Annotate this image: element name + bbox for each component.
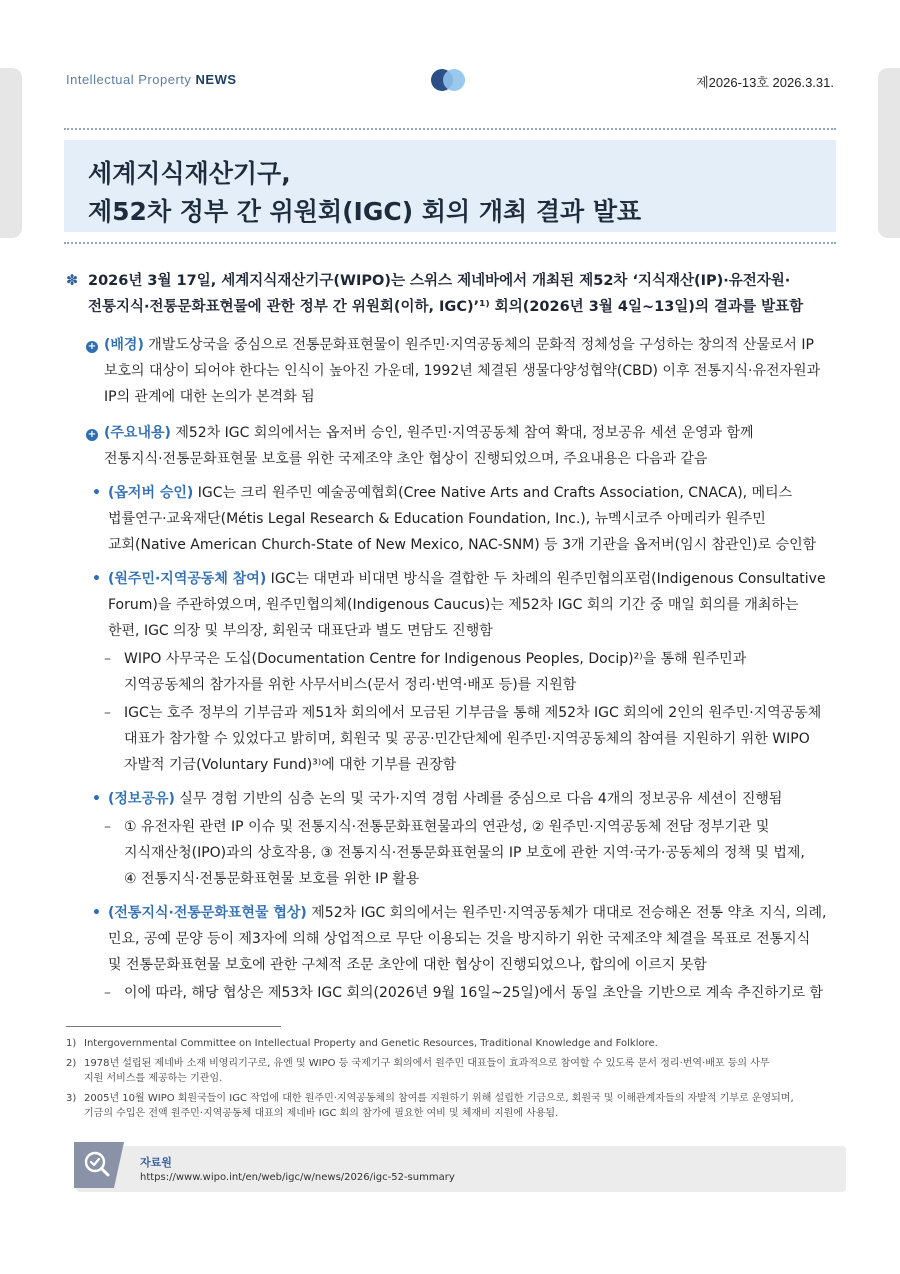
- footnote-text: 지원 서비스를 제공하는 기관임.: [84, 1073, 223, 1084]
- sharing-line1: 실무 경험 기반의 심층 논의 및 국가·지역 경험 사례를 중심으로 다음 4개의 정보공유 세션이 진행됨: [174, 791, 783, 807]
- brand-part1: Intellectual Property: [66, 72, 196, 87]
- lead-line1: 2026년 3월 17일, 세계지식재산기구(WIPO)는 스위스 제네바에서 개최된 제52차 ‘지식재산(IP)·유전자원·: [88, 273, 791, 289]
- participation-sub2-line2: 대표가 참가할 수 있었다고 밝히며, 회원국 및 공공·민간단체에 원주민·지역공동체의 참여를 지원하기 위한 WIPO: [124, 731, 810, 747]
- item-sharing: [66, 786, 836, 812]
- sub-bullet-icon: –: [104, 819, 111, 835]
- participation-line1: IGC는 대면과 비대면 방식을 결합한 두 차례의 원주민협의포럼(Indigenous Consultative: [266, 571, 826, 587]
- background-line2: 보호의 대상이 되어야 한다는 인식이 높아진 가운데, 1992년 체결된 생물다양성협약(CBD) 이후 전통지식·유전자원과: [104, 363, 821, 379]
- issue-number-date: 제2026-13호 2026.3.31.: [696, 75, 834, 90]
- participation-sub1: [66, 646, 836, 698]
- sharing-sub1-line1: ① 유전자원 관련 IP 이슈 및 전통지식·전통문화표현물과의 연관성, ② 원주민·지역공동체 전담 정부기관 및: [124, 819, 770, 835]
- observer-line1: IGC는 크리 원주민 예술공예협회(Cree Native Arts and Crafts Association, CNACA), 메티스: [193, 485, 793, 501]
- right-edge-tab: [878, 68, 900, 238]
- left-edge-tab: [0, 68, 22, 238]
- page-title-line2: 제52차 정부 간 위원회(IGC) 회의 개최 결과 발표: [88, 197, 642, 226]
- brand-title: [66, 72, 237, 87]
- item-bullet-icon: •: [92, 905, 101, 921]
- participation-sub2-line1: IGC는 호주 정부의 기부금과 제51차 회의에서 모금된 기부금을 통해 제52차 IGC 회의에 2인의 원주민·지역공동체: [124, 705, 822, 721]
- footnote-text: 기금의 수입은 전액 원주민·지역공동체 대표의 제네바 IGC 회의 참가에 필요한 여비 및 체재비 지원에 사용됨.: [84, 1108, 559, 1119]
- brand-part2: NEWS: [195, 72, 237, 87]
- section-background: [66, 332, 836, 410]
- footnote-number: 3): [66, 1093, 77, 1104]
- magnifier-check-icon: [74, 1142, 124, 1188]
- footnote-text: 2005년 10월 WIPO 회원국들이 IGC 작업에 대한 원주민·지역공동체의 참여를 지원하기 위해 설립한 기금으로, 회원국 및 이해관계자들의 자발적 기부로 운영되며,: [84, 1093, 794, 1104]
- footnote-2: [66, 1056, 846, 1071]
- main-tag: (주요내용): [104, 425, 171, 441]
- background-line3: IP의 관계에 대한 논의가 본격화 됨: [104, 389, 315, 405]
- source-link[interactable]: https://www.wipo.int/en/web/igc/w/news/2026/igc-52-summary: [140, 1172, 455, 1183]
- negotiation-line1: 제52차 IGC 회의에서는 원주민·지역공동체가 대대로 전승해온 전통 약초 지식, 의례,: [306, 905, 827, 921]
- footnote-3-cont: [66, 1106, 846, 1121]
- newsletter-logo-icon: [431, 69, 469, 91]
- footnote-3: [66, 1091, 846, 1106]
- footnote-text: 1978년 설립된 제네바 소재 비영리기구로, 유엔 및 WIPO 등 국제기구 회의에서 원주민 대표들이 효과적으로 참여할 수 있도록 문서 정리·번역·배포 등의 사무: [84, 1058, 770, 1069]
- article-body: [66, 268, 836, 1006]
- item-negotiation: [66, 900, 836, 978]
- participation-sub2: [66, 700, 836, 778]
- source-title: 자료원: [140, 1156, 172, 1169]
- negotiation-line3: 및 전통문화표현물 보호에 관한 구체적 조문 초안에 대한 협상이 진행되었으나, 합의에 이르지 못함: [108, 957, 707, 973]
- observer-tag: (옵저버 승인): [108, 485, 194, 501]
- lead-bullet-icon: ✽: [66, 273, 79, 289]
- item-observer: [66, 480, 836, 558]
- main-line2: 전통지식·전통문화표현물 보호를 위한 국제조약 초안 협상이 진행되었으며, 주요내용은 다음과 같음: [104, 451, 708, 467]
- lead-line2: 전통지식·전통문화표현물에 관한 정부 간 위원회(이하, IGC)’¹⁾ 회의(2026년 3월 4일~13일)의 결과를 발표함: [88, 299, 804, 315]
- lead-paragraph: [66, 268, 836, 320]
- participation-sub1-line1: WIPO 사무국은 도십(Documentation Centre for Indigenous Peoples, Docip)²⁾을 통해 원주민과: [124, 651, 747, 667]
- participation-sub1-line2: 지역공동체의 참가자를 위한 사무서비스(문서 정리·번역·배포 등)를 지원함: [124, 677, 577, 693]
- participation-line3: 한편, IGC 의장 및 부의장, 회원국 대표단과 별도 면담도 진행함: [108, 623, 493, 639]
- footnote-number: 2): [66, 1058, 77, 1069]
- section-main-contents: [66, 420, 836, 472]
- participation-sub2-line3: 자발적 기금(Voluntary Fund)³⁾에 대한 기부를 권장함: [124, 757, 457, 773]
- sharing-sub1: [66, 814, 836, 892]
- background-line1: 개발도상국을 중심으로 전통문화표현물이 원주민·지역공동체의 문화적 정체성을 구성하는 창의적 산물로서 IP: [143, 337, 814, 353]
- sub-bullet-icon: –: [104, 651, 111, 667]
- background-tag: (배경): [104, 337, 144, 353]
- observer-line3: 교회(Native American Church-State of New Mexico, NAC-SNM) 등 3개 기관을 옵저버(임시 참관인)로 승인함: [108, 537, 817, 553]
- negotiation-tag: (전통지식·전통문화표현물 협상): [108, 905, 307, 921]
- observer-line2: 법률연구·교육재단(Métis Legal Research & Education Foundation, Inc.), 뉴멕시코주 아메리카 원주민: [108, 511, 766, 527]
- participation-line2: Forum)을 주관하였으며, 원주민협의체(Indigenous Caucus)는 제52차 IGC 회의 기간 중 매일 회의를 개최하는: [108, 597, 799, 613]
- negotiation-line2: 민요, 공예 문양 등이 제3자에 의해 상업적으로 무단 이용되는 것을 방지하기 위한 국제조약 체결을 목표로 전통지식: [108, 931, 811, 947]
- footnote-2-cont: [66, 1071, 846, 1086]
- footnote-divider: [66, 1026, 281, 1027]
- logo-circle-light: [443, 69, 465, 91]
- footnotes: [66, 1036, 846, 1121]
- item-bullet-icon: •: [92, 571, 101, 587]
- title-box: [64, 128, 836, 244]
- sharing-sub1-line3: ④ 전통지식·전통문화표현물 보호를 위한 IP 활용: [124, 871, 420, 887]
- sub-bullet-icon: –: [104, 985, 111, 1001]
- title-background: [64, 140, 836, 232]
- item-participation: [66, 566, 836, 644]
- section-bullet-icon: +: [87, 341, 97, 352]
- negotiation-sub1-line1: 이에 따라, 해당 협상은 제53차 IGC 회의(2026년 9월 16일~25일)에서 동일 초안을 기반으로 계속 추진하기로 함: [124, 985, 824, 1001]
- sub-bullet-icon: –: [104, 705, 111, 721]
- footnote-1: [66, 1036, 846, 1051]
- main-line1: 제52차 IGC 회의에서는 옵저버 승인, 원주민·지역공동체 참여 확대, 정보공유 세션 운영과 함께: [170, 425, 754, 441]
- sharing-tag: (정보공유): [108, 791, 175, 807]
- participation-tag: (원주민·지역공동체 참여): [108, 571, 267, 587]
- item-bullet-icon: •: [92, 485, 101, 501]
- page-header: [66, 62, 834, 98]
- section-bullet-icon: +: [87, 429, 97, 440]
- page-title-line1: 세계지식재산기구,: [88, 159, 291, 188]
- footnote-number: 1): [66, 1038, 77, 1049]
- footnote-text: Intergovernmental Committee on Intellectual Property and Genetic Resources, Traditional Knowledge and Folklore.: [84, 1038, 658, 1049]
- item-bullet-icon: •: [92, 791, 101, 807]
- sharing-sub1-line2: 지식재산청(IPO)과의 상호작용, ③ 전통지식·전통문화표현물의 IP 보호에 관한 지역·국가·공동체의 정책 및 법제,: [124, 845, 805, 861]
- negotiation-sub1: [66, 980, 836, 1006]
- source-box: [76, 1146, 846, 1192]
